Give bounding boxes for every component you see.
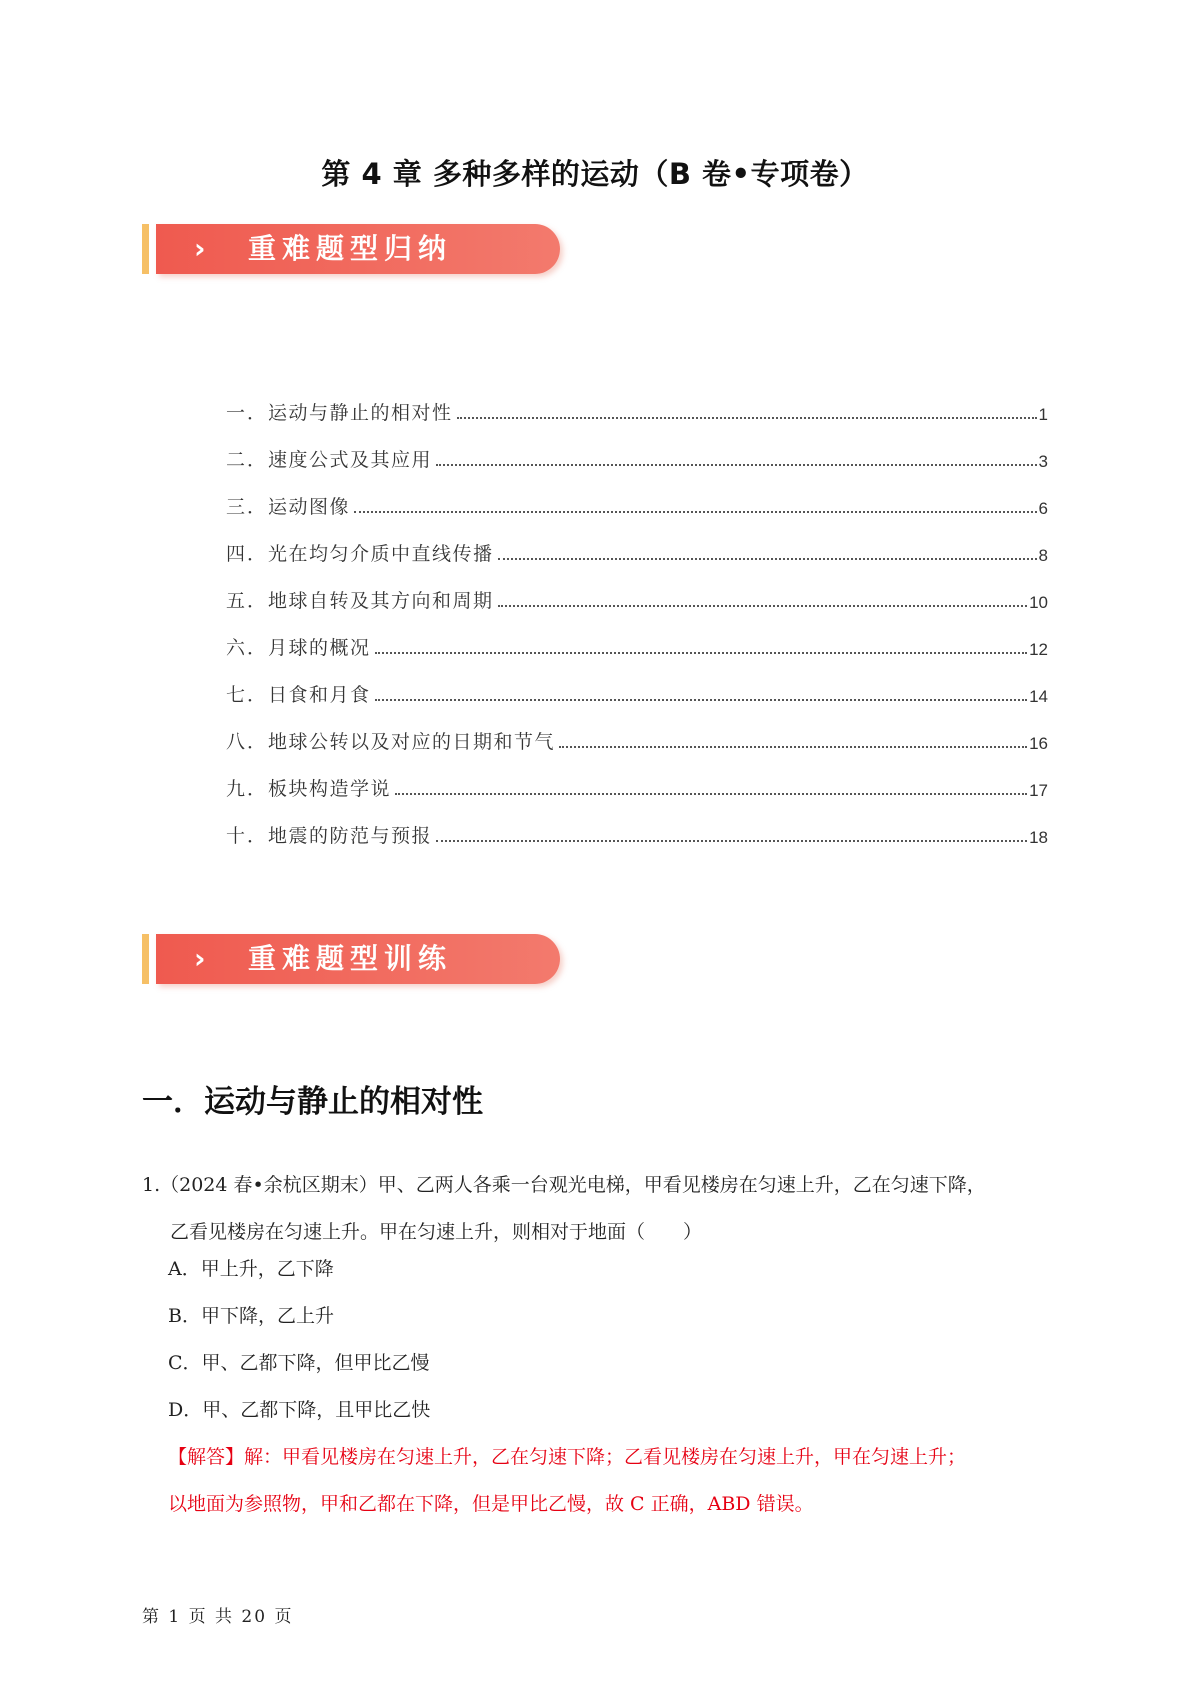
toc-item-number: 五． [226, 590, 269, 612]
option-c[interactable]: C．甲、乙都下降，但甲比乙慢 [168, 1352, 430, 1374]
toc-item-number: 十． [226, 825, 269, 847]
banner-training-label: 重难题型训练 [248, 942, 453, 975]
chevron-right-icon: › [194, 232, 206, 265]
toc-item[interactable] [226, 754, 1048, 801]
toc-item-page: 3 [1038, 452, 1048, 471]
toc-leader-dots [457, 416, 1037, 419]
toc-item-page: 8 [1038, 546, 1048, 565]
section-heading: 一．运动与静止的相对性 [142, 1084, 483, 1120]
toc-item-page: 14 [1029, 687, 1048, 706]
toc-leader-dots [375, 698, 1028, 701]
toc-item-page: 6 [1038, 499, 1048, 518]
toc-item-page: 12 [1029, 640, 1048, 659]
toc-item-number: 三． [226, 496, 269, 518]
question-line: 乙看见楼房在匀速上升。甲在匀速上升，则相对于地面（ ） [170, 1221, 703, 1243]
toc-item[interactable] [226, 613, 1048, 660]
toc-item-label: 日食和月食 [268, 684, 371, 706]
toc-item-page: 10 [1029, 593, 1048, 612]
question-stem [142, 1162, 1050, 1256]
question-options [168, 1246, 430, 1434]
toc-item-label: 光在均匀介质中直线传播 [268, 543, 494, 565]
toc-item[interactable] [226, 801, 1048, 848]
banner-summary [142, 224, 560, 274]
banner-accent-bar [142, 934, 149, 984]
question-line: 1.（2024 春•余杭区期末）甲、乙两人各乘一台观光电梯，甲看见楼房在匀速上升，乙在匀速下降， [142, 1174, 986, 1196]
toc-item-label: 地震的防范与预报 [268, 825, 433, 847]
banner-pill [156, 934, 560, 984]
toc-leader-dots [354, 510, 1037, 513]
toc-item-number: 八． [226, 731, 269, 753]
banner-accent-bar [142, 224, 149, 274]
chevron-right-icon: › [194, 942, 206, 975]
toc-leader-dots [436, 463, 1037, 466]
answer-line: 以地面为参照物，甲和乙都在下降，但是甲比乙慢，故 C 正确，ABD 错误。 [168, 1493, 814, 1515]
page-footer: 第 1 页 共 20 页 [142, 1607, 294, 1627]
toc-leader-dots [498, 604, 1028, 607]
toc-item[interactable] [226, 472, 1048, 519]
toc-item-page: 17 [1029, 781, 1048, 800]
toc-item-label: 板块构造学说 [268, 778, 392, 800]
banner-summary-label: 重难题型归纳 [248, 232, 453, 265]
toc-item-number: 六． [226, 637, 269, 659]
toc-item-label: 地球自转及其方向和周期 [268, 590, 494, 612]
option-b[interactable]: B．甲下降，乙上升 [168, 1305, 334, 1327]
toc-leader-dots [498, 557, 1037, 560]
document-title: 第 4 章 多种多样的运动（B 卷•专项卷） [321, 157, 869, 191]
toc-item-page: 16 [1029, 734, 1048, 753]
toc-leader-dots [395, 792, 1027, 795]
toc-item-label: 运动图像 [268, 496, 351, 518]
toc-item[interactable] [226, 707, 1048, 754]
option-a[interactable]: A．甲上升，乙下降 [168, 1258, 334, 1280]
toc-item-page: 18 [1029, 828, 1048, 847]
toc-item-label: 地球公转以及对应的日期和节气 [268, 731, 556, 753]
toc-leader-dots [559, 745, 1027, 748]
toc-item[interactable] [226, 566, 1048, 613]
toc-leader-dots [375, 651, 1028, 654]
toc-item-label: 速度公式及其应用 [268, 449, 433, 471]
answer-explanation [168, 1434, 1052, 1528]
table-of-contents [226, 378, 1048, 848]
toc-item[interactable] [226, 378, 1048, 425]
toc-item-page: 1 [1038, 405, 1048, 424]
toc-item-number: 二． [226, 449, 269, 471]
toc-item-label: 月球的概况 [268, 637, 371, 659]
toc-item[interactable] [226, 519, 1048, 566]
toc-item-number: 四． [226, 543, 269, 565]
toc-item[interactable] [226, 425, 1048, 472]
toc-item-number: 一． [226, 402, 269, 424]
toc-item-number: 九． [226, 778, 269, 800]
banner-training [142, 934, 560, 984]
toc-item-number: 七． [226, 684, 269, 706]
answer-line: 【解答】解：甲看见楼房在匀速上升，乙在匀速下降；乙看见楼房在匀速上升，甲在匀速上升； [168, 1446, 967, 1468]
option-d[interactable]: D．甲、乙都下降，且甲比乙快 [168, 1399, 431, 1421]
toc-leader-dots [436, 839, 1027, 842]
banner-pill [156, 224, 560, 274]
toc-item-label: 运动与静止的相对性 [268, 402, 453, 424]
toc-item[interactable] [226, 660, 1048, 707]
